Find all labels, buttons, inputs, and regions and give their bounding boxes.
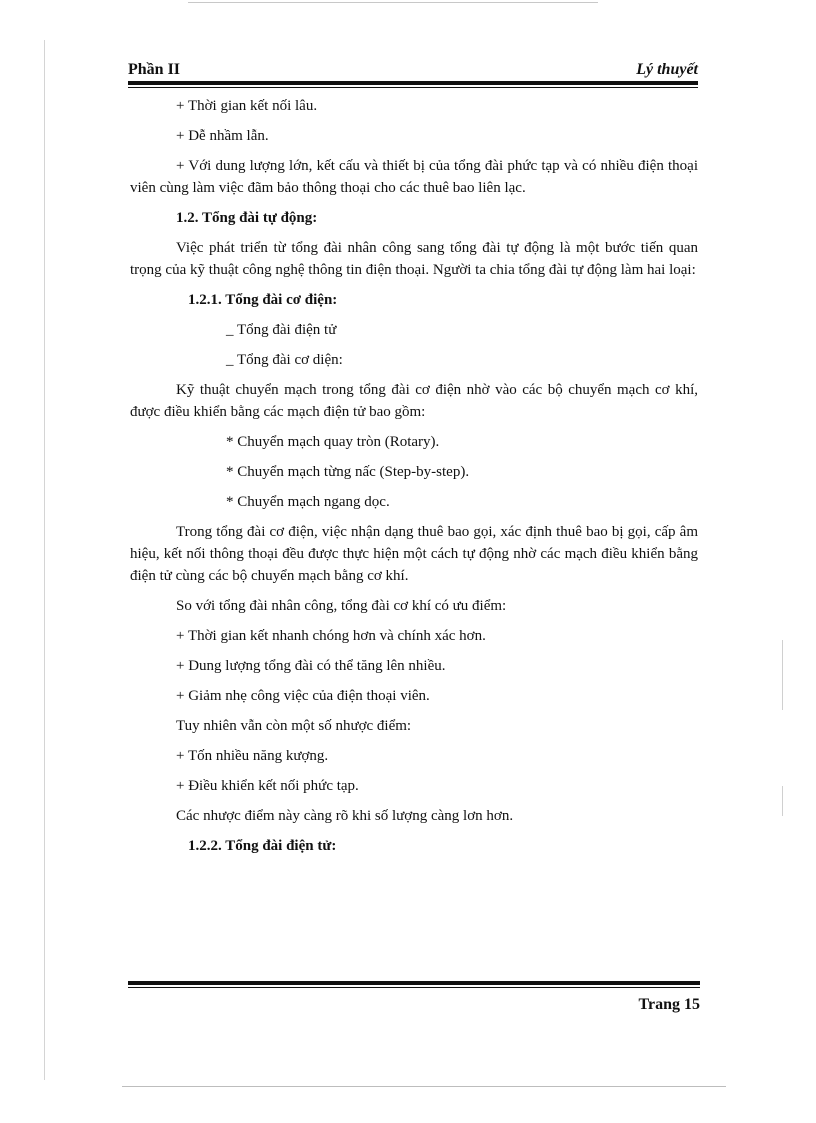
paragraph: + Dung lượng tổng đài có thể tăng lên nhiều. bbox=[176, 658, 446, 674]
paragraph: Việc phát triển từ tổng đài nhân công sang tổng đài tự động là một bước tiến quan trọng của kỹ thuật công nghệ thông tin điện thoại. Người ta chia tổng đài tự động làm hai loại: bbox=[130, 240, 698, 278]
paragraph: + Tốn nhiều năng kượng. bbox=[176, 748, 329, 764]
section-heading: 1.2. Tổng đài tự động: bbox=[176, 210, 318, 226]
list-item: * Chuyển mạch ngang dọc. bbox=[226, 494, 390, 510]
header-rule bbox=[128, 81, 698, 85]
scan-artifact-left-line bbox=[44, 40, 45, 1080]
paragraph: + Thời gian kết nhanh chóng hơn và chính xác hơn. bbox=[176, 628, 486, 644]
subsection-heading: 1.2.2. Tổng đài điện tử: bbox=[188, 838, 337, 854]
list-item: _ Tổng đài điện tử bbox=[226, 322, 337, 338]
paragraph: Tuy nhiên vẫn còn một số nhược điểm: bbox=[176, 718, 412, 734]
paragraph: + Điều khiển kết nối phức tạp. bbox=[176, 778, 359, 794]
paragraph: Các nhược điểm này càng rõ khi số lượng càng lơn hơn. bbox=[176, 808, 514, 824]
scan-artifact-right-line bbox=[782, 786, 783, 816]
header-rule-thin bbox=[128, 87, 698, 88]
page-header bbox=[128, 60, 698, 82]
footer-rule bbox=[128, 981, 700, 985]
page-body bbox=[130, 95, 698, 865]
paragraph: + Với dung lượng lớn, kết cấu và thiết bị của tổng đài phức tạp và có nhiều điện thoại viên cùng làm việc đãm bảo thông thoại cho các thuê bao liên lạc. bbox=[130, 158, 698, 196]
paragraph: + Giảm nhẹ công việc của điện thoại viên. bbox=[176, 688, 430, 704]
paragraph: Trong tổng đài cơ điện, việc nhận dạng thuê bao gọi, xác định thuê bao bị gọi, cấp âm hiệu, kết nối thông thoại đều được thực hiện một cách tự động nhờ các mạch điều khiển bằng điện tử cùng các bộ chuyển mạch bằng cơ khí. bbox=[130, 524, 698, 584]
list-item: _ Tổng đài cơ diện: bbox=[226, 352, 343, 368]
page-number: Trang 15 bbox=[638, 996, 700, 1013]
scan-artifact-bottom-line bbox=[122, 1086, 726, 1087]
list-item: * Chuyển mạch từng nấc (Step-by-step). bbox=[226, 464, 470, 480]
list-item: * Chuyển mạch quay tròn (Rotary). bbox=[226, 434, 440, 450]
scan-artifact-top-line bbox=[188, 2, 598, 3]
scan-artifact-right-line bbox=[782, 640, 783, 710]
paragraph: So với tổng đài nhân công, tổng đài cơ khí có ưu điểm: bbox=[176, 598, 507, 614]
header-chapter-title: Lý thuyết bbox=[636, 61, 698, 78]
paragraph: + Dễ nhầm lẫn. bbox=[176, 128, 269, 144]
subsection-heading: 1.2.1. Tổng đài cơ điện: bbox=[188, 292, 338, 308]
paragraph: + Thời gian kết nối lâu. bbox=[176, 98, 318, 114]
header-section-label: Phần II bbox=[128, 61, 181, 78]
paragraph: Kỹ thuật chuyển mạch trong tổng đài cơ điện nhờ vào các bộ chuyển mạch cơ khí, được điều khiển bằng các mạch điện tử bao gồm: bbox=[130, 382, 698, 420]
footer-rule-thin bbox=[128, 987, 700, 988]
